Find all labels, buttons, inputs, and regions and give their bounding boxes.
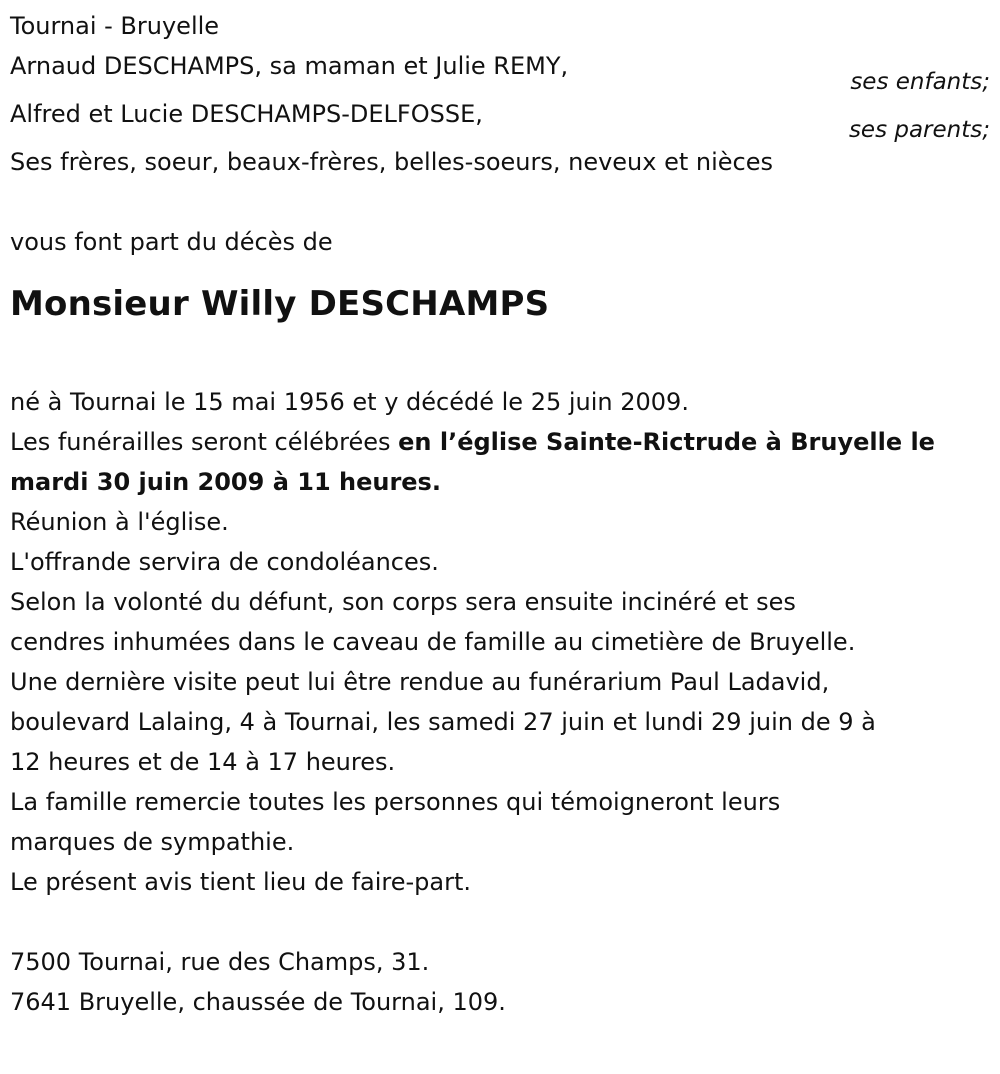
remerciement-line-1: La famille remercie toutes les personnes qui témoigneront leurs — [10, 788, 781, 816]
funeral-line — [10, 422, 990, 462]
volonte-line-2: cendres inhumées dans le caveau de famille au cimetière de Bruyelle. — [10, 628, 856, 656]
birth-death-line: né à Tournai le 15 mai 1956 et y décédé le 25 juin 2009. — [10, 388, 689, 416]
remerciement-line-2: marques de sympathie. — [10, 828, 295, 856]
children-line: Arnaud DESCHAMPS, sa maman et Julie REMY, — [10, 52, 569, 80]
spacer — [10, 902, 990, 942]
siblings-line: Ses frères, soeur, beaux-frères, belles-soeurs, neveux et nièces — [10, 148, 774, 176]
deceased-name: Monsieur Willy DESCHAMPS — [10, 284, 550, 324]
parents-line: Alfred et Lucie DESCHAMPS-DELFOSSE, — [10, 100, 483, 128]
location-line: Tournai - Bruyelle — [10, 12, 220, 40]
avis-line: Le présent avis tient lieu de faire-part. — [10, 868, 472, 896]
children-role: ses enfants; — [850, 69, 990, 95]
address-bruyelle: 7641 Bruyelle, chaussée de Tournai, 109. — [10, 988, 506, 1016]
funeral-place: en l’église Sainte-Rictrude à Bruyelle le — [398, 428, 935, 456]
funeral-prefix: Les funérailles seront célébrées — [10, 428, 399, 456]
volonte-line-1: Selon la volonté du défunt, son corps sera ensuite incinéré et ses — [10, 588, 796, 616]
visite-line-1: Une dernière visite peut lui être rendue au funérarium Paul Ladavid, — [10, 668, 830, 696]
spacer — [10, 324, 990, 382]
offrande-line: L'offrande servira de condoléances. — [10, 548, 439, 576]
visite-line-3: 12 heures et de 14 à 17 heures. — [10, 748, 396, 776]
address-tournai: 7500 Tournai, rue des Champs, 31. — [10, 948, 430, 976]
reunion-line: Réunion à l'église. — [10, 508, 229, 536]
funeral-date: mardi 30 juin 2009 à 11 heures. — [10, 468, 441, 496]
parents-role: ses parents; — [848, 117, 990, 143]
spacer — [10, 182, 990, 222]
obituary-notice — [10, 6, 990, 1022]
announcement-line: vous font part du décès de — [10, 228, 333, 256]
visite-line-2: boulevard Lalaing, 4 à Tournai, les samedi 27 juin et lundi 29 juin de 9 à — [10, 708, 876, 736]
